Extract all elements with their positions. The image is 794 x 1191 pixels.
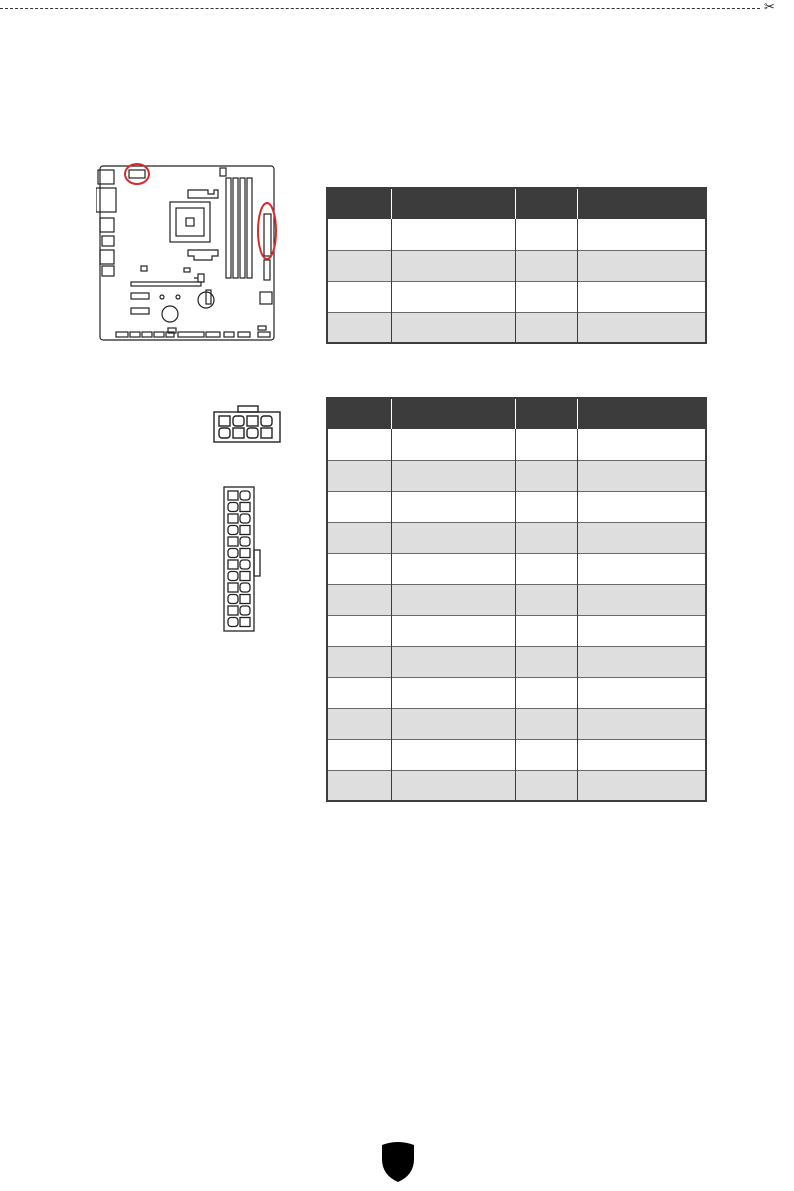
table-row <box>327 219 706 250</box>
table-row <box>327 250 706 281</box>
table-row <box>327 522 706 553</box>
msi-shield-icon <box>380 1141 416 1183</box>
connector-24pin-diagram <box>220 484 268 634</box>
header-signal-name <box>577 188 706 219</box>
table-row <box>327 677 706 708</box>
table-row <box>327 584 706 615</box>
header-pin <box>327 398 391 429</box>
header-signal-name <box>391 188 515 219</box>
table-row <box>327 739 706 770</box>
header-pin <box>515 398 577 429</box>
table-row <box>327 708 706 739</box>
header-signal-name <box>577 398 706 429</box>
board-outline <box>100 166 274 340</box>
motherboard-diagram <box>96 158 281 344</box>
table-header-row <box>327 398 706 429</box>
scissors-icon: ✂ <box>764 0 775 15</box>
header-pin <box>327 188 391 219</box>
table-row <box>327 553 706 584</box>
header-signal-name <box>391 398 515 429</box>
table-row <box>327 615 706 646</box>
table-row <box>327 491 706 522</box>
table-row <box>327 312 706 343</box>
connector-8pin-diagram <box>212 402 284 446</box>
cut-line <box>0 8 760 9</box>
header-pin <box>515 188 577 219</box>
pin-table-8pin <box>326 187 707 344</box>
pin-table-24pin <box>326 397 707 802</box>
table-row <box>327 281 706 312</box>
table-row <box>327 646 706 677</box>
table-header-row <box>327 188 706 219</box>
table-row <box>327 429 706 460</box>
table-row <box>327 460 706 491</box>
highlight-24pin <box>258 203 276 259</box>
table-row <box>327 770 706 801</box>
